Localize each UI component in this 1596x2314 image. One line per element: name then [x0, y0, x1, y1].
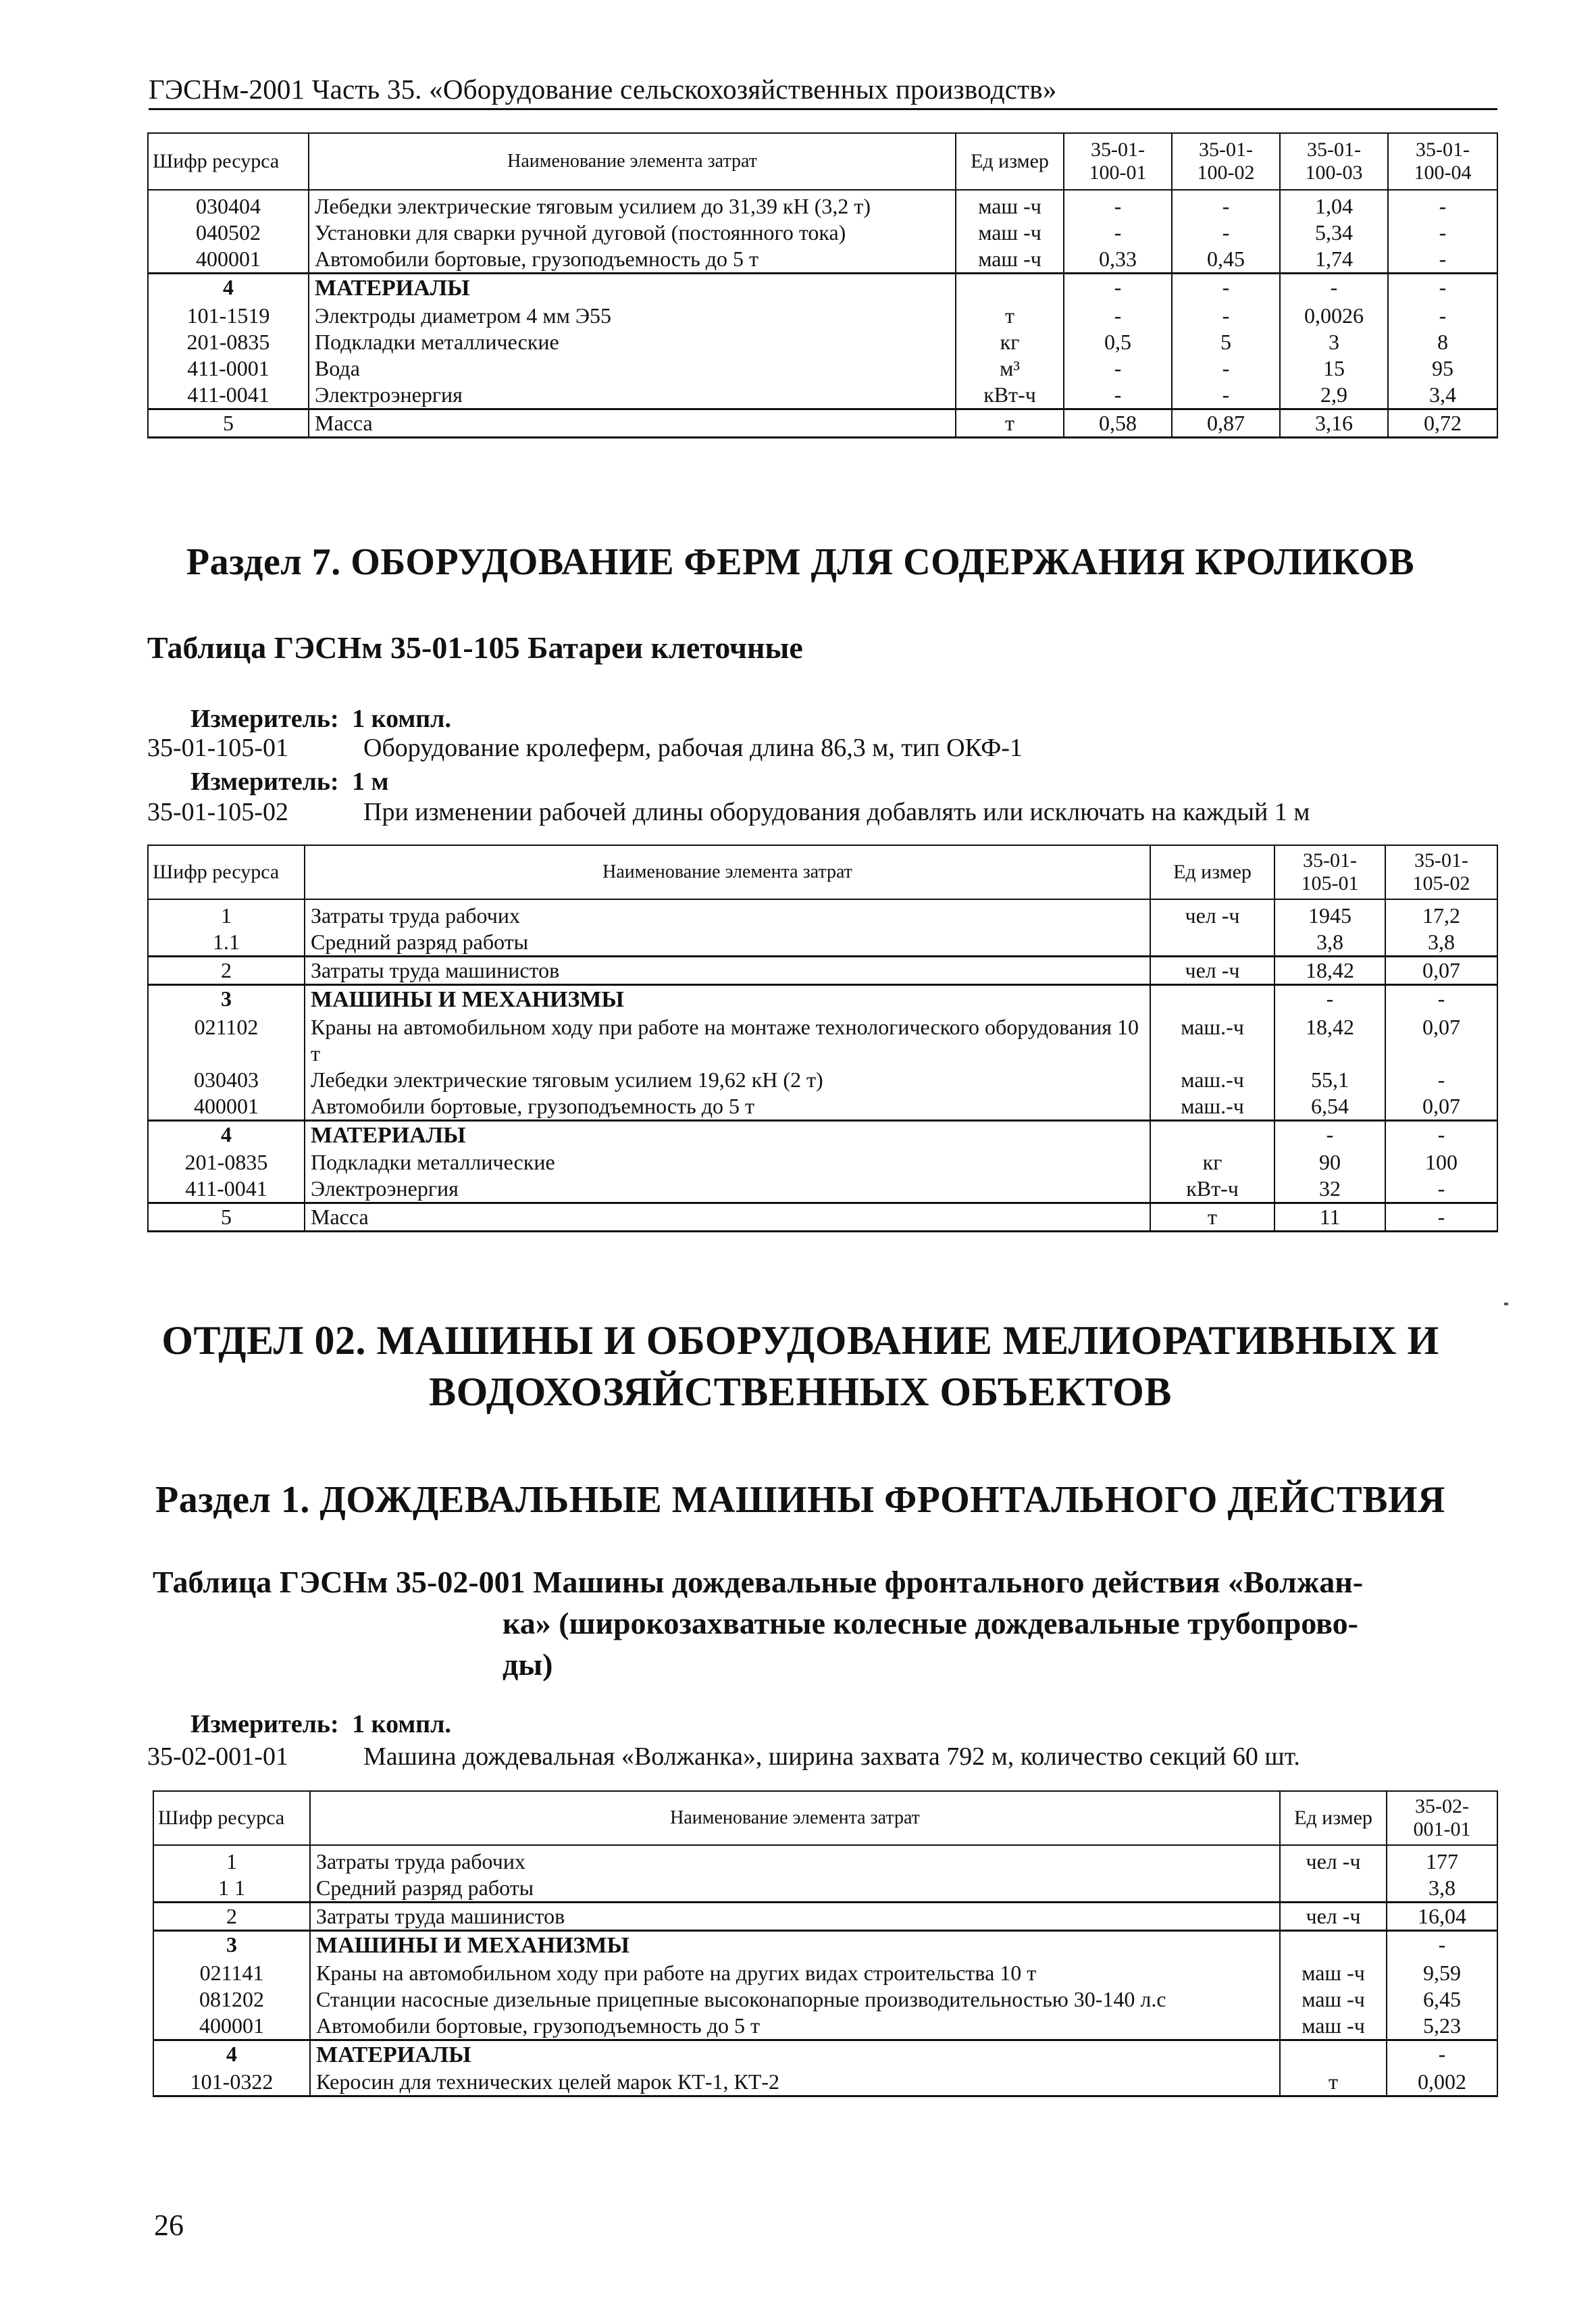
col-header-unit: Ед измер — [1150, 845, 1275, 899]
norm-value: - — [1385, 1176, 1497, 1203]
cost-element-name: Подкладки металлические — [309, 329, 956, 355]
table-row — [148, 190, 1497, 220]
norm-value: 5,23 — [1387, 2013, 1497, 2040]
resource-code: 201-0835 — [148, 329, 309, 355]
norm-value: - — [1275, 985, 1385, 1014]
unit — [1150, 1120, 1275, 1149]
norm-value: 3,4 — [1388, 382, 1497, 409]
cost-element-name: Подкладки металлические — [305, 1149, 1150, 1176]
col-header-resource-code: Шифр ресурса — [148, 845, 305, 899]
resource-code: 040502 — [148, 220, 309, 246]
division-02-title-line1: ОТДЕЛ 02. МАШИНЫ И ОБОРУДОВАНИЕ МЕЛИОРАТИВНЫХ И — [161, 1318, 1439, 1363]
norm-value: 3,8 — [1387, 1875, 1497, 1903]
unit: маш -ч — [1280, 2013, 1387, 2040]
resource-code: 101-1519 — [148, 303, 309, 329]
norm-value: 0,87 — [1172, 409, 1280, 437]
section-1-title: Раздел 1. ДОЖДЕВАЛЬНЫЕ МАШИНЫ ФРОНТАЛЬНОГО ДЕЙСТВИЯ — [155, 1479, 1445, 1521]
table-35-01-105-title: Таблица ГЭСНм 35-01-105 Батареи клеточные — [147, 630, 803, 665]
col-header-35-01-105-01: 35-01- 105-01 — [1275, 845, 1385, 899]
cost-element-name: МАТЕРИАЛЫ — [305, 1120, 1150, 1149]
norm-value: - — [1388, 246, 1497, 274]
table-row — [153, 1986, 1497, 2013]
resource-code: 081202 — [153, 1986, 310, 2013]
norm-value: - — [1064, 274, 1172, 303]
unit — [1150, 929, 1275, 957]
table1-body — [148, 190, 1497, 437]
item-description: Оборудование кролеферм, рабочая длина 86,3 м, тип ОКФ-1 — [363, 734, 1023, 762]
meter-label-3 — [190, 1709, 451, 1739]
resource-code: 4 — [148, 274, 309, 303]
cost-element-name: Средний разряд работы — [305, 929, 1150, 957]
cost-element-name: Краны на автомобильном ходу при работе на других видах строительства 10 т — [310, 1960, 1280, 1986]
unit — [1150, 985, 1275, 1014]
norm-value: 0,07 — [1385, 1014, 1497, 1067]
col-header-35-02-001-01: 35-02- 001-01 — [1387, 1791, 1497, 1845]
item-description: Машина дождевальная «Волжанка», ширина захвата 792 м, количество секций 60 шт. — [363, 1742, 1300, 1771]
unit: чел -ч — [1150, 899, 1275, 929]
col-header-35-01-105-02: 35-01- 105-02 — [1385, 845, 1497, 899]
norm-value: 2,9 — [1280, 382, 1388, 409]
norm-value: 1945 — [1275, 899, 1385, 929]
norm-value: 0,45 — [1172, 246, 1280, 274]
cost-element-name: Средний разряд работы — [310, 1875, 1280, 1903]
norm-value: 16,04 — [1387, 1903, 1497, 1931]
col-header-resource-code: Шифр ресурса — [148, 133, 309, 190]
norm-value: - — [1388, 274, 1497, 303]
unit: кВт-ч — [1150, 1176, 1275, 1203]
cost-element-name: Автомобили бортовые, грузоподъемность до 5 т — [309, 246, 956, 274]
col-header-cost-element: Наименование элемента затрат — [309, 133, 956, 190]
unit: маш -ч — [1280, 1960, 1387, 1986]
table-35-02-001-title-line3: ды) — [503, 1647, 553, 1682]
item-code: 35-02-001-01 — [147, 1742, 288, 1771]
unit: маш.-ч — [1150, 1014, 1275, 1067]
norm-value: 18,42 — [1275, 957, 1385, 985]
norm-value: 0,33 — [1064, 246, 1172, 274]
norm-value: - — [1064, 303, 1172, 329]
col-header-35-01-100-04: 35-01- 100-04 — [1388, 133, 1497, 190]
norm-value: 3,16 — [1280, 409, 1388, 437]
table-row — [148, 1203, 1497, 1232]
item-35-01-105-02 — [147, 797, 1310, 827]
cost-element-name: Установки для сварки ручной дуговой (постоянного тока) — [309, 220, 956, 246]
table2-body — [148, 899, 1497, 1232]
norm-value: 0,72 — [1388, 409, 1497, 437]
table-row — [153, 2013, 1497, 2040]
norm-value: 0,5 — [1064, 329, 1172, 355]
norm-value: 55,1 — [1275, 1067, 1385, 1093]
table-row — [148, 1067, 1497, 1093]
table-row — [148, 1120, 1497, 1149]
resource-code: 400001 — [153, 2013, 310, 2040]
table3-body — [153, 1845, 1497, 2096]
scan-speck — [1504, 1303, 1508, 1305]
cost-element-name: Масса — [305, 1203, 1150, 1232]
cost-element-name: Масса — [309, 409, 956, 437]
cost-element-name: Затраты труда рабочих — [305, 899, 1150, 929]
resource-code: 101-0322 — [153, 2069, 310, 2096]
norm-value: 100 — [1385, 1149, 1497, 1176]
cost-element-name: МАТЕРИАЛЫ — [310, 2040, 1280, 2069]
unit: чел -ч — [1280, 1903, 1387, 1931]
norm-value: 0,002 — [1387, 2069, 1497, 2096]
unit: м³ — [956, 355, 1064, 382]
col-header-35-01-100-01: 35-01- 100-01 — [1064, 133, 1172, 190]
resource-code: 201-0835 — [148, 1149, 305, 1176]
norm-value: - — [1280, 274, 1388, 303]
unit — [956, 274, 1064, 303]
norm-value: - — [1172, 303, 1280, 329]
norm-value: 3,8 — [1275, 929, 1385, 957]
table-row — [148, 1093, 1497, 1121]
resource-code: 021102 — [148, 1014, 305, 1067]
resource-code: 3 — [153, 1931, 310, 1960]
norm-value: 3,8 — [1385, 929, 1497, 957]
unit: кг — [956, 329, 1064, 355]
table-row — [153, 1931, 1497, 1960]
norm-value: 0,07 — [1385, 957, 1497, 985]
norm-value: - — [1387, 2040, 1497, 2069]
resource-code: 4 — [148, 1120, 305, 1149]
resource-code: 2 — [153, 1903, 310, 1931]
norm-value: - — [1172, 190, 1280, 220]
cost-element-name: МАШИНЫ И МЕХАНИЗМЫ — [310, 1931, 1280, 1960]
norm-value: 1,04 — [1280, 190, 1388, 220]
col-header-cost-element: Наименование элемента затрат — [310, 1791, 1280, 1845]
table-row — [148, 1149, 1497, 1176]
cost-element-name: Затраты труда машинистов — [305, 957, 1150, 985]
unit: чел -ч — [1280, 1845, 1387, 1875]
norm-value: - — [1388, 303, 1497, 329]
cost-element-name: Краны на автомобильном ходу при работе на монтаже технологического оборудования 10 т — [305, 1014, 1150, 1067]
table-row — [148, 220, 1497, 246]
meter-value: 1 компл. — [352, 1710, 451, 1738]
unit — [1280, 1931, 1387, 1960]
norm-value: - — [1064, 190, 1172, 220]
table-35-02-001-title-line1: Таблица ГЭСНм 35-02-001 Машины дождевальные фронтального действия «Волжан- — [153, 1565, 1364, 1599]
unit: маш -ч — [1280, 1986, 1387, 2013]
norm-value: 15 — [1280, 355, 1388, 382]
resource-code: 5 — [148, 409, 309, 437]
meter-value: 1 компл. — [352, 705, 451, 733]
col-header-cost-element: Наименование элемента затрат — [305, 845, 1150, 899]
cost-element-name: Лебедки электрические тяговым усилием до 31,39 кН (3,2 т) — [309, 190, 956, 220]
resource-code: 400001 — [148, 246, 309, 274]
norm-value: 177 — [1387, 1845, 1497, 1875]
cost-element-name: МАТЕРИАЛЫ — [309, 274, 956, 303]
table-35-02-001-title-line2: ка» (широкозахватные колесные дождевальные трубопрово- — [503, 1606, 1358, 1640]
cost-element-name: Лебедки электрические тяговым усилием 19,62 кН (2 т) — [305, 1067, 1150, 1093]
cost-element-name: Электроэнергия — [309, 382, 956, 409]
norm-value: - — [1064, 382, 1172, 409]
item-code: 35-01-105-02 — [147, 798, 288, 826]
resource-code: 2 — [148, 957, 305, 985]
resource-code: 411-0041 — [148, 382, 309, 409]
unit: т — [1150, 1203, 1275, 1232]
cost-element-name: Автомобили бортовые, грузоподъемность до 5 т — [305, 1093, 1150, 1121]
table-row — [148, 409, 1497, 437]
meter-label-text: Измеритель: — [190, 705, 339, 733]
table-row — [148, 274, 1497, 303]
item-code: 35-01-105-01 — [147, 734, 288, 762]
table-row — [153, 2040, 1497, 2069]
table-row — [153, 2069, 1497, 2096]
norm-value: 5,34 — [1280, 220, 1388, 246]
table-row — [148, 899, 1497, 929]
cost-element-name: Автомобили бортовые, грузоподъемность до 5 т — [310, 2013, 1280, 2040]
unit: т — [1280, 2069, 1387, 2096]
cost-element-name: МАШИНЫ И МЕХАНИЗМЫ — [305, 985, 1150, 1014]
item-35-01-105-01 — [147, 733, 1023, 763]
norm-value: - — [1064, 355, 1172, 382]
resource-code: 400001 — [148, 1093, 305, 1121]
norm-value: - — [1388, 190, 1497, 220]
norm-value: 6,45 — [1387, 1986, 1497, 2013]
unit: маш.-ч — [1150, 1093, 1275, 1121]
col-header-35-01-100-02: 35-01- 100-02 — [1172, 133, 1280, 190]
resource-code: 1 — [153, 1845, 310, 1875]
section-7-title: Раздел 7. ОБОРУДОВАНИЕ ФЕРМ ДЛЯ СОДЕРЖАНИЯ КРОЛИКОВ — [186, 541, 1415, 583]
norm-value: 17,2 — [1385, 899, 1497, 929]
running-header: ГЭСНм-2001 Часть 35. «Оборудование сельскохозяйственных производств» — [149, 74, 1057, 105]
col-header-35-01-100-03: 35-01- 100-03 — [1280, 133, 1388, 190]
resource-code: 3 — [148, 985, 305, 1014]
unit — [1280, 2040, 1387, 2069]
norm-value: 0,58 — [1064, 409, 1172, 437]
resource-code: 411-0001 — [148, 355, 309, 382]
unit: кВт-ч — [956, 382, 1064, 409]
norm-value: - — [1172, 220, 1280, 246]
norm-value: - — [1385, 1203, 1497, 1232]
table-row — [148, 382, 1497, 409]
norm-value: 95 — [1388, 355, 1497, 382]
resource-code: 4 — [153, 2040, 310, 2069]
meter-value: 1 м — [352, 768, 389, 796]
resource-code: 1 — [148, 899, 305, 929]
item-description: При изменении рабочей длины оборудования добавлять или исключать на каждый 1 м — [363, 798, 1310, 826]
cost-element-name: Вода — [309, 355, 956, 382]
unit: кг — [1150, 1149, 1275, 1176]
resource-code: 030403 — [148, 1067, 305, 1093]
norm-value: - — [1385, 985, 1497, 1014]
page-number: 26 — [154, 2209, 184, 2242]
norm-value: 6,54 — [1275, 1093, 1385, 1121]
table-row — [148, 1014, 1497, 1067]
unit: маш.-ч — [1150, 1067, 1275, 1093]
meter-label-1 — [190, 704, 451, 734]
norm-value: 8 — [1388, 329, 1497, 355]
table-row — [148, 246, 1497, 274]
division-02-title-line2: ВОДОХОЗЯЙСТВЕННЫХ ОБЪЕКТОВ — [429, 1369, 1172, 1414]
resource-code: 021141 — [153, 1960, 310, 1986]
table-row — [148, 355, 1497, 382]
unit — [1280, 1875, 1387, 1903]
unit: т — [956, 409, 1064, 437]
norm-value: 1,74 — [1280, 246, 1388, 274]
unit: маш -ч — [956, 190, 1064, 220]
norm-value: 32 — [1275, 1176, 1385, 1203]
norm-value: 90 — [1275, 1149, 1385, 1176]
norm-value: 11 — [1275, 1203, 1385, 1232]
table-row — [148, 303, 1497, 329]
header-rule — [149, 108, 1497, 110]
cost-element-name: Затраты труда рабочих — [310, 1845, 1280, 1875]
unit: маш -ч — [956, 220, 1064, 246]
cost-element-name: Станции насосные дизельные прицепные высоконапорные производительностью 30-140 л.с — [310, 1986, 1280, 2013]
norm-value: - — [1064, 220, 1172, 246]
col-header-resource-code: Шифр ресурса — [153, 1791, 310, 1845]
cost-element-name: Электроэнергия — [305, 1176, 1150, 1203]
cost-element-name: Затраты труда машинистов — [310, 1903, 1280, 1931]
norm-value: - — [1172, 355, 1280, 382]
unit: т — [956, 303, 1064, 329]
norm-value: - — [1172, 382, 1280, 409]
norm-value: 9,59 — [1387, 1960, 1497, 1986]
resource-table-35-01-105 — [147, 845, 1498, 1232]
item-35-02-001-01 — [147, 1742, 1300, 1771]
table-row — [148, 929, 1497, 957]
resource-code: 411-0041 — [148, 1176, 305, 1203]
norm-value: 0,07 — [1385, 1093, 1497, 1121]
norm-value: 0,0026 — [1280, 303, 1388, 329]
col-header-unit: Ед измер — [956, 133, 1064, 190]
table-row — [148, 957, 1497, 985]
cost-element-name: Керосин для технических целей марок КТ-1, КТ-2 — [310, 2069, 1280, 2096]
norm-value: 18,42 — [1275, 1014, 1385, 1067]
cost-element-name: Электроды диаметром 4 мм Э55 — [309, 303, 956, 329]
meter-label-2 — [190, 767, 389, 797]
table-row — [148, 1176, 1497, 1203]
table-row — [148, 329, 1497, 355]
col-header-unit: Ед измер — [1280, 1791, 1387, 1845]
resource-code: 1 1 — [153, 1875, 310, 1903]
norm-value: - — [1388, 220, 1497, 246]
norm-value: - — [1385, 1120, 1497, 1149]
table-row — [153, 1903, 1497, 1931]
table-row — [153, 1960, 1497, 1986]
norm-value: - — [1172, 274, 1280, 303]
meter-label-text: Измеритель: — [190, 1710, 339, 1738]
norm-value: 5 — [1172, 329, 1280, 355]
meter-label-text: Измеритель: — [190, 768, 339, 796]
norm-value: - — [1275, 1120, 1385, 1149]
table-row — [153, 1845, 1497, 1875]
resource-code: 5 — [148, 1203, 305, 1232]
table-row — [148, 985, 1497, 1014]
resource-table-35-02-001 — [153, 1790, 1498, 2097]
norm-value: - — [1385, 1067, 1497, 1093]
norm-value: 3 — [1280, 329, 1388, 355]
unit: маш -ч — [956, 246, 1064, 274]
resource-code: 030404 — [148, 190, 309, 220]
resource-code: 1.1 — [148, 929, 305, 957]
resource-table-35-01-100 — [147, 132, 1498, 438]
unit: чел -ч — [1150, 957, 1275, 985]
table-row — [153, 1875, 1497, 1903]
norm-value: - — [1387, 1931, 1497, 1960]
